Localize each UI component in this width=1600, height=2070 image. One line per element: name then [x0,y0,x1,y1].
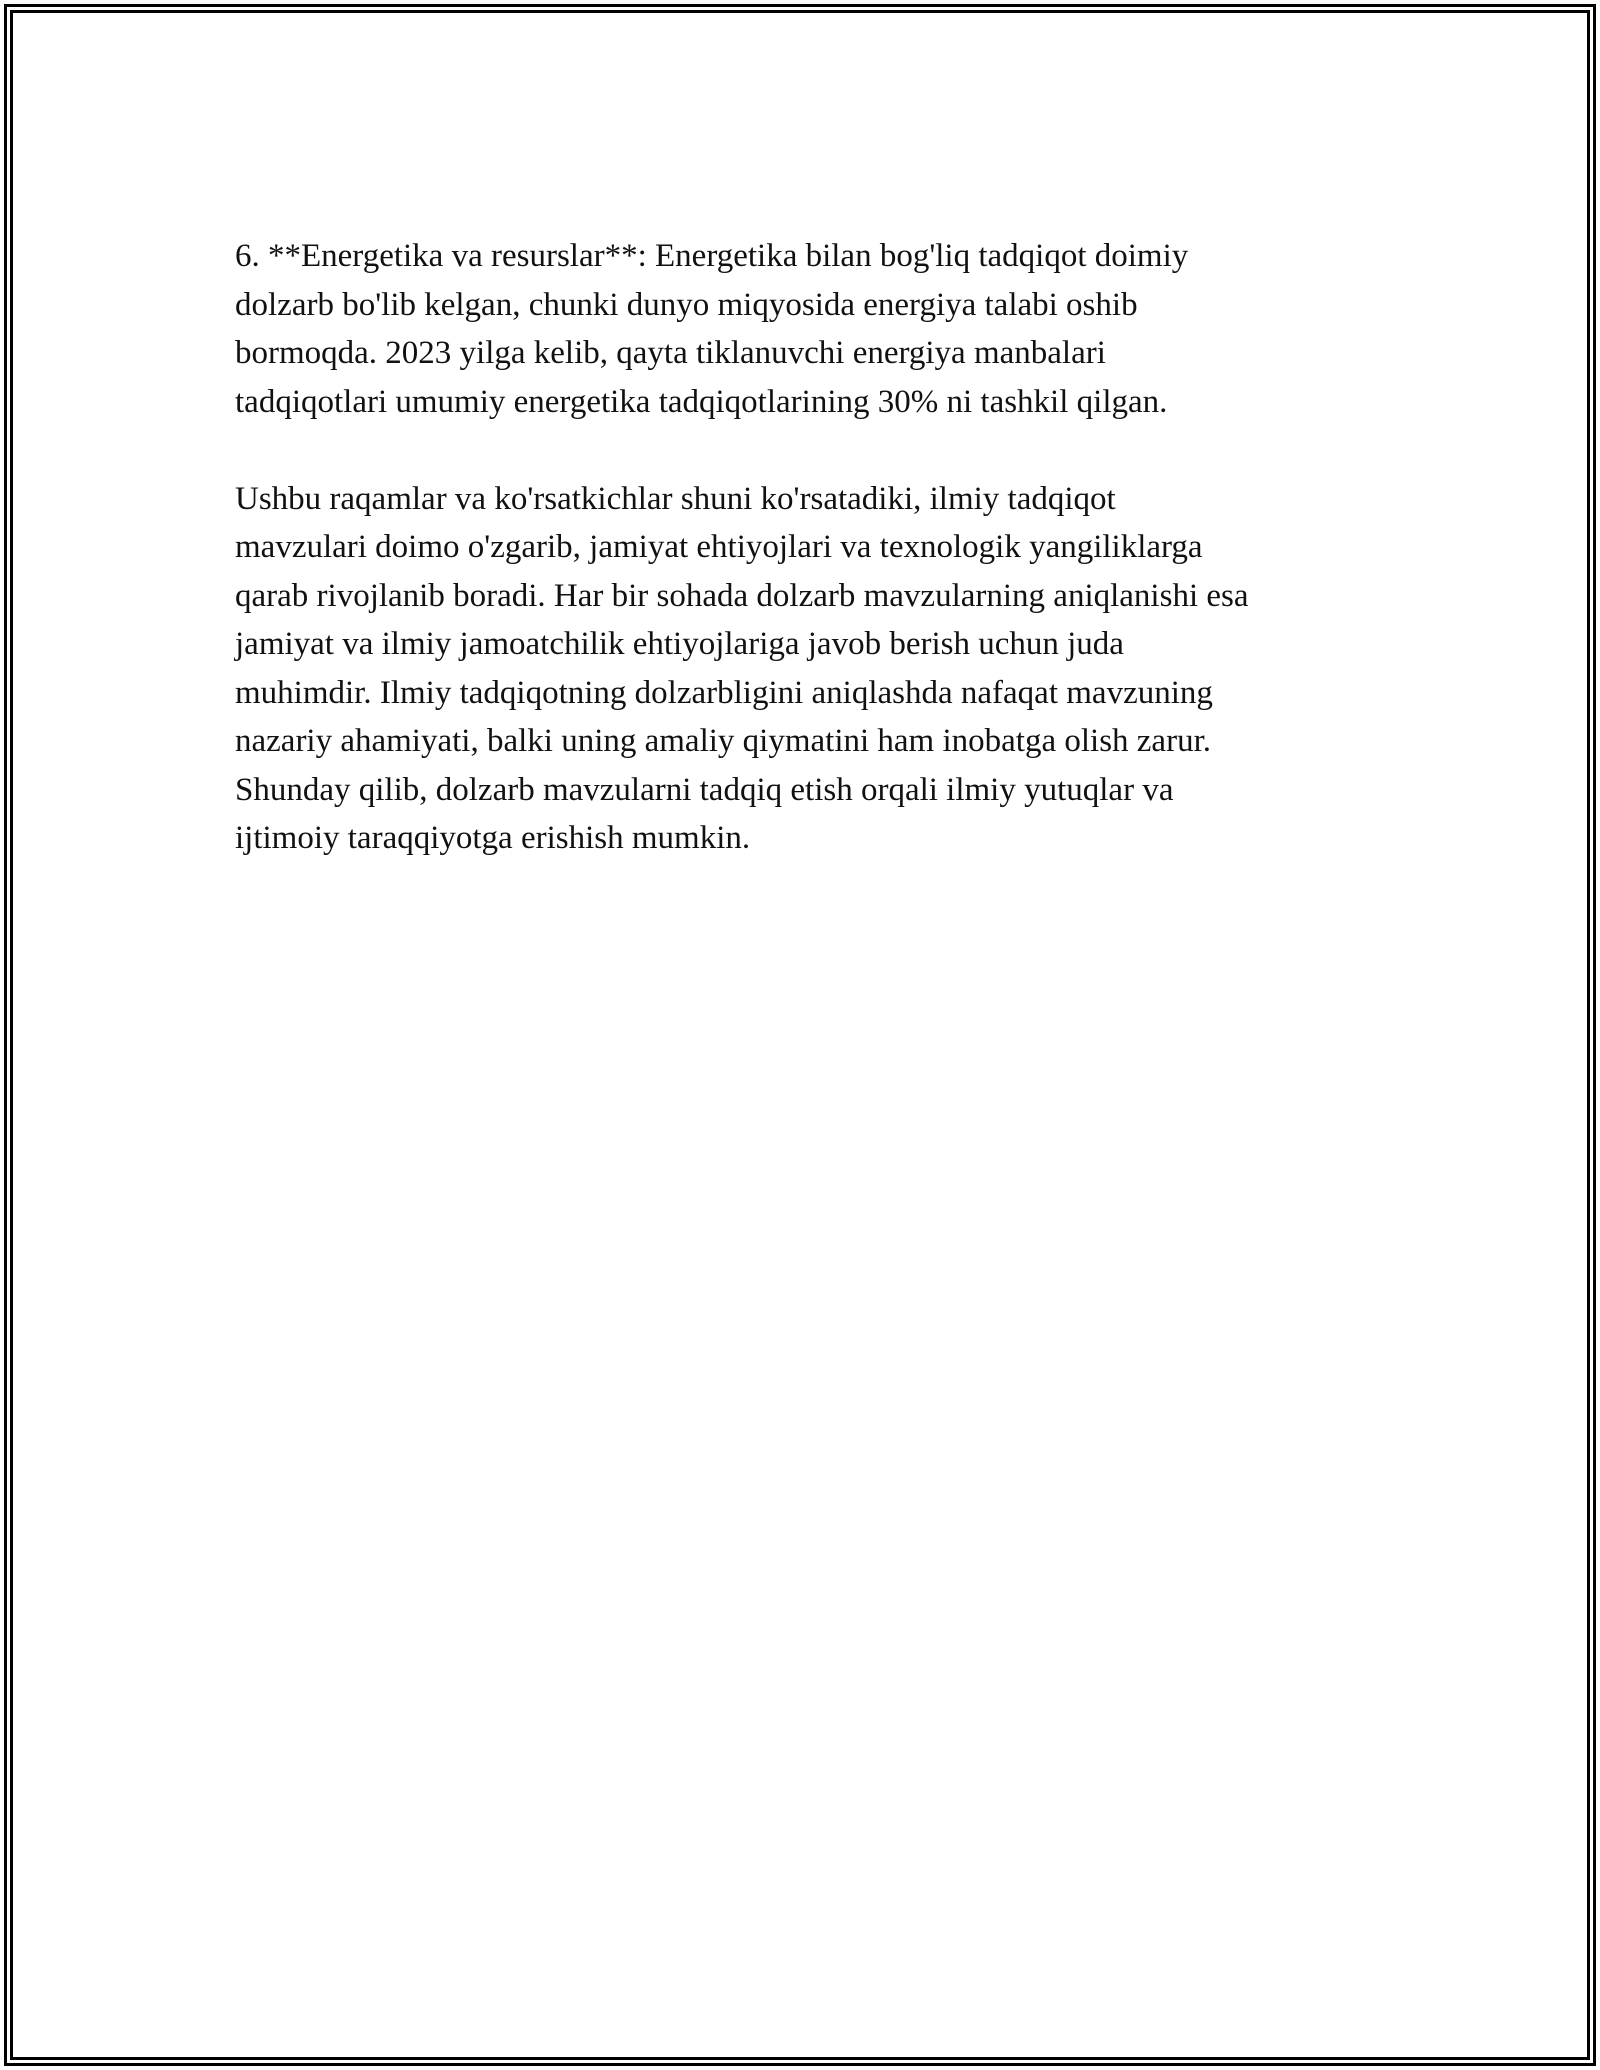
text-line: mavzulari doimo o'zgarib, jamiyat ehtiyojlari va texnologik yangiliklarga [235,529,1203,565]
text-line: dolzarb bo'lib kelgan, chunki dunyo miqyosida energiya talabi oshib [235,286,1138,323]
text-line: Shunday qilib, dolzarb mavzularni tadqiq etish orqali ilmiy yutuqlar va [235,771,1174,808]
text-line: 6. **Energetika va resurslar**: Energetika bilan bog'liq tadqiqot doimiy [235,238,1189,274]
text-line: bormoqda. 2023 yilga kelib, qayta tiklanuvchi energiya manbalari [235,335,1106,371]
text-line: Ushbu raqamlar va ko'rsatkichlar shuni ko'rsatadiki, ilmiy tadqiqot [235,480,1116,517]
text-line: qarab rivojlanib boradi. Har bir sohada dolzarb mavzularning aniqlanishi esa [235,577,1249,614]
paragraph-spacer [235,426,1375,475]
paragraph-conclusion [235,475,1375,863]
text-line: nazariy ahamiyati, balki uning amaliy qiymatini ham inobatga olish zarur. [235,723,1211,759]
text-line: muhimdir. Ilmiy tadqiqotning dolzarbligini aniqlashda nafaqat mavzuning [235,674,1213,711]
text-line: tadqiqotlari umumiy energetika tadqiqotlarining 30% ni tashkil qilgan. [235,383,1168,420]
document-body [235,232,1375,863]
text-line: jamiyat va ilmiy jamoatchilik ehtiyojlariga javob berish uchun juda [235,626,1124,662]
text-line: ijtimoiy taraqqiyotga erishish mumkin. [235,820,751,856]
paragraph-energetika [235,232,1375,426]
